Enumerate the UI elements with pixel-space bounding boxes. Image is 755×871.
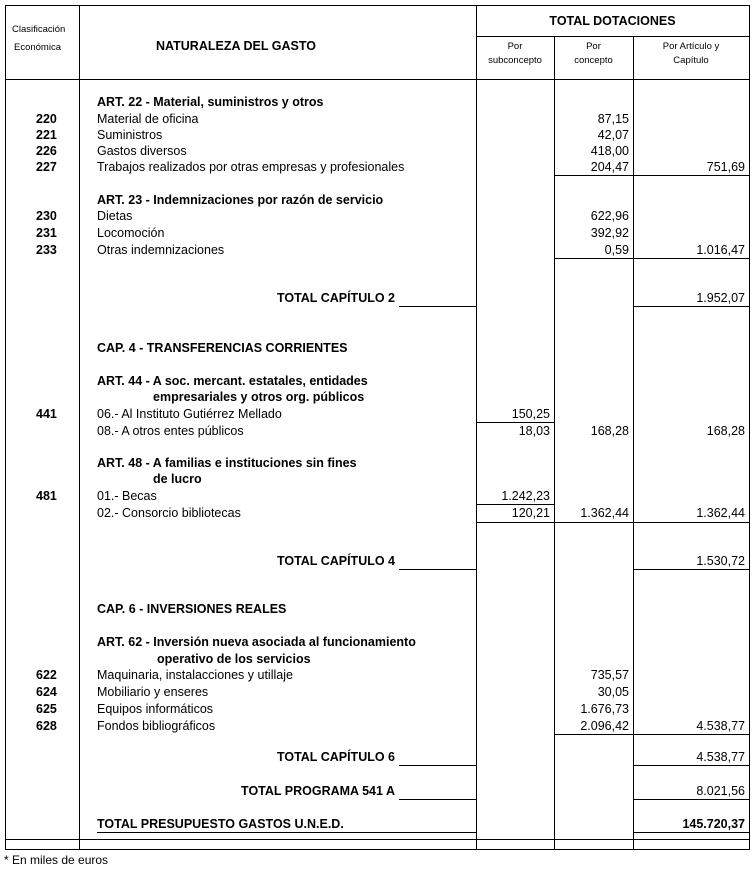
row-code: 233 (36, 243, 57, 257)
subtotal-line (554, 734, 749, 735)
row-label: de lucro (153, 472, 202, 486)
row-label: 01.- Becas (97, 489, 157, 503)
row-articulo: 1.016,47 (696, 243, 745, 257)
total-capitulo-4-value: 1.530,72 (696, 554, 745, 568)
total-value-line (633, 832, 749, 833)
row-concepto: 42,07 (597, 128, 629, 142)
row-label: 08.- A otros entes públicos (97, 424, 244, 438)
row-label: Trabajos realizados por otras empresas y profesionales (97, 160, 405, 174)
row-concepto: 622,96 (590, 209, 629, 223)
table-bottom-border (5, 849, 749, 850)
total-value-line (633, 799, 749, 800)
row-concepto: 1.362,44 (580, 506, 629, 520)
row-label: ART. 23 - Indemnizaciones por razón de servicio (97, 193, 384, 207)
row-articulo: 1.362,44 (696, 506, 745, 520)
total-presupuesto-value: 145.720,37 (682, 817, 745, 831)
subtotal-line (554, 175, 749, 176)
row-label: 02.- Consorcio bibliotecas (97, 506, 241, 520)
table-left-border (5, 5, 6, 850)
row-code: 441 (36, 407, 57, 421)
col-sep-nature (476, 5, 477, 850)
header-por-articulo-2: Capítulo (673, 55, 709, 66)
col-sep-concepto (633, 36, 634, 850)
subtotal-line (476, 522, 749, 523)
row-concepto: 0,59 (604, 243, 629, 257)
row-code: 226 (36, 144, 57, 158)
total-programa-value: 8.021,56 (696, 784, 745, 798)
row-label: ART. 22 - Material, suministros y otros (97, 95, 324, 109)
row-code: 625 (36, 702, 57, 716)
header-clasificacion: Clasificación (12, 24, 66, 35)
row-label: Material de oficina (97, 112, 199, 126)
total-value-line (633, 569, 749, 570)
row-concepto: 168,28 (590, 424, 629, 438)
header-bottom-line (5, 79, 749, 80)
row-label: Dietas (97, 209, 133, 223)
total-underline (399, 765, 476, 766)
row-concepto: 87,15 (597, 112, 629, 126)
row-label: Locomoción (97, 226, 165, 240)
row-code: 221 (36, 128, 57, 142)
row-label: 06.- Al Instituto Gutiérrez Mellado (97, 407, 282, 421)
footer-inner-line (5, 839, 749, 840)
row-label: CAP. 6 - INVERSIONES REALES (97, 602, 287, 616)
total-capitulo-6-value: 4.538,77 (696, 750, 745, 764)
header-economica: Económica (14, 42, 61, 53)
row-articulo: 168,28 (706, 424, 745, 438)
col-sep-subconcepto (554, 36, 555, 850)
row-label: ART. 62 - Inversión nueva asociada al funcionamiento (97, 635, 416, 649)
row-articulo: 751,69 (706, 160, 745, 174)
total-value-line (633, 765, 749, 766)
total-underline (399, 569, 476, 570)
total-presupuesto-label: TOTAL PRESUPUESTO GASTOS U.N.E.D. (97, 817, 344, 831)
row-code: 227 (36, 160, 57, 174)
total-capitulo-4-label: TOTAL CAPÍTULO 4 (276, 554, 395, 568)
total-programa-label: TOTAL PROGRAMA 541 A (241, 784, 395, 798)
header-total-dotaciones: TOTAL DOTACIONES (549, 14, 676, 28)
row-concepto: 418,00 (590, 144, 629, 158)
row-label: Mobiliario y enseres (97, 685, 209, 699)
total-underline (97, 832, 476, 833)
footnote: * En miles de euros (4, 853, 109, 867)
row-code: 220 (36, 112, 57, 126)
row-label: Suministros (97, 128, 163, 142)
row-concepto: 1.676,73 (580, 702, 629, 716)
row-concepto: 30,05 (597, 685, 629, 699)
table-right-border (749, 5, 750, 850)
header-por-concepto-1: Por (586, 41, 601, 52)
total-capitulo-2-label: TOTAL CAPÍTULO 2 (276, 291, 395, 305)
header-por-subconcepto-1: Por (507, 41, 523, 52)
row-code: 622 (36, 668, 57, 682)
row-code: 231 (36, 226, 57, 240)
header-por-articulo-1: Por Artículo y (662, 41, 720, 52)
header-por-subconcepto-2: subconcepto (488, 55, 542, 66)
header-subline (476, 36, 749, 37)
row-label: Maquinaria, instalacciones y utillaje (97, 668, 293, 682)
row-subconcepto: 1.242,23 (501, 489, 550, 503)
row-subconcepto: 18,03 (518, 424, 550, 438)
row-concepto: 204,47 (590, 160, 629, 174)
row-subconcepto: 120,21 (511, 506, 550, 520)
row-subconcepto: 150,25 (511, 407, 550, 421)
row-articulo: 4.538,77 (696, 719, 745, 733)
row-label: empresariales y otros org. públicos (153, 390, 365, 404)
row-label: Otras indemnizaciones (97, 243, 225, 257)
row-label: ART. 48 - A familias e instituciones sin fines (97, 456, 357, 470)
total-underline (399, 306, 476, 307)
header-naturaleza: NATURALEZA DEL GASTO (156, 39, 316, 53)
total-underline (399, 799, 476, 800)
row-code: 628 (36, 719, 57, 733)
row-code: 230 (36, 209, 57, 223)
subtotal-line (554, 258, 749, 259)
row-label: Equipos informáticos (97, 702, 214, 716)
row-label: Fondos bibliográficos (97, 719, 216, 733)
col-sep-code (79, 5, 80, 850)
header-por-concepto-2: concepto (574, 55, 613, 66)
row-label: Gastos diversos (97, 144, 187, 158)
row-code: 624 (36, 685, 57, 699)
row-label: CAP. 4 - TRANSFERENCIAS CORRIENTES (97, 341, 348, 355)
table-top-border (5, 5, 749, 6)
total-capitulo-2-value: 1.952,07 (696, 291, 745, 305)
row-label: ART. 44 - A soc. mercant. estatales, entidades (97, 374, 368, 388)
row-concepto: 392,92 (590, 226, 629, 240)
row-concepto: 2.096,42 (580, 719, 629, 733)
total-capitulo-6-label: TOTAL CAPÍTULO 6 (276, 750, 395, 764)
total-value-line (633, 306, 749, 307)
row-code: 481 (36, 489, 57, 503)
row-concepto: 735,57 (590, 668, 629, 682)
row-label: operativo de los servicios (157, 652, 311, 666)
